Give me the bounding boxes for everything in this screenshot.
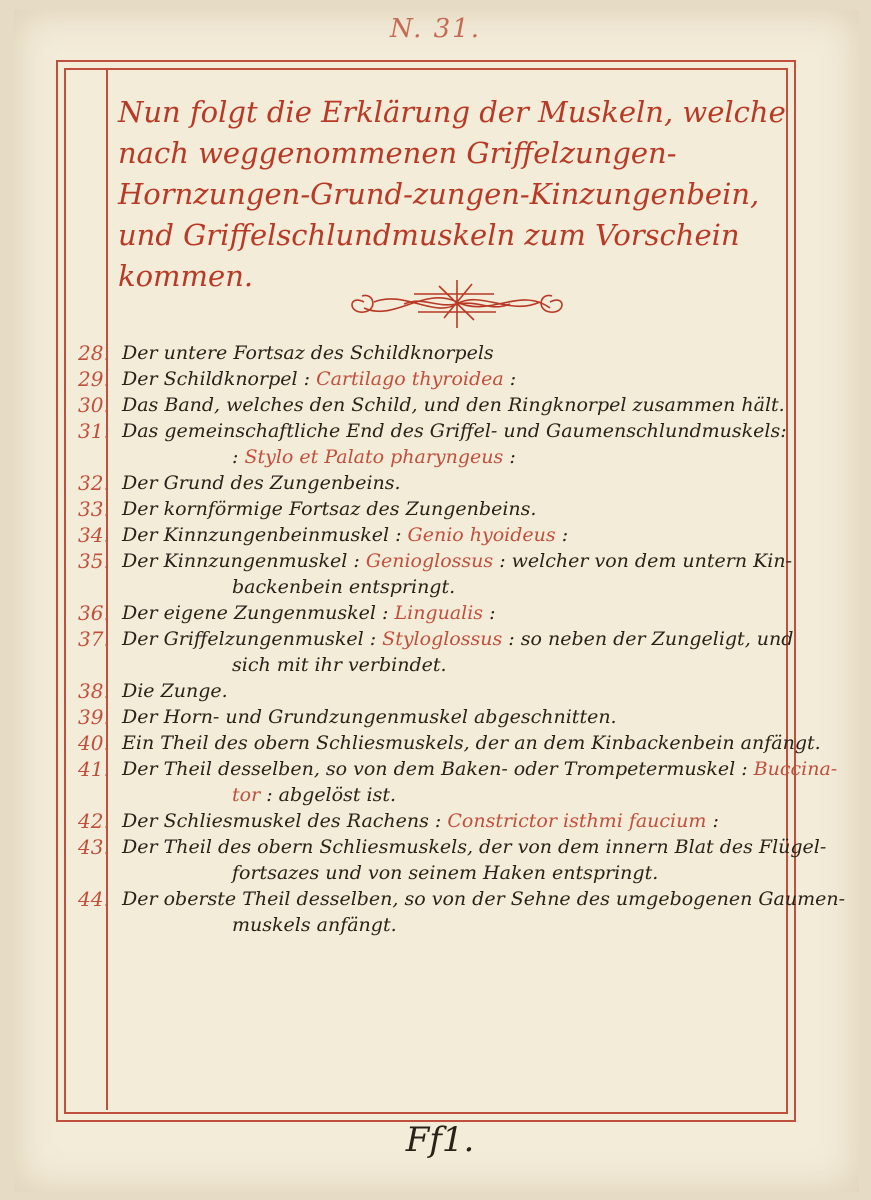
entry-text: Der eigene Zungenmuskel : xyxy=(122,602,389,624)
list-item xyxy=(72,366,790,392)
entry-text: backenbein entspringt. xyxy=(232,576,456,598)
entry-line xyxy=(122,366,790,392)
list-item xyxy=(72,600,790,626)
entry-number: 34. xyxy=(78,523,110,547)
entry-text: Die Zunge. xyxy=(122,680,228,702)
entry-text: Der Grund des Zungenbeins. xyxy=(122,472,401,494)
list-item xyxy=(72,496,790,522)
entry-number: 44. xyxy=(78,887,110,911)
entry-line xyxy=(122,522,790,548)
entry-number: 28. xyxy=(78,341,110,365)
list-item xyxy=(72,470,790,496)
entry-text: fortsazes und von seinem Haken entspringt. xyxy=(232,862,659,884)
entry-text: Der kornförmige Fortsaz des Zungenbeins. xyxy=(122,498,537,520)
entry-line xyxy=(122,678,790,704)
latin-term: Genioglossus xyxy=(365,550,494,572)
entry-line xyxy=(122,730,821,756)
entry-number: 31. xyxy=(78,419,110,443)
entry-text: muskels anfängt. xyxy=(232,914,397,936)
list-item xyxy=(72,678,790,704)
list-item xyxy=(72,756,838,808)
list-item xyxy=(72,548,793,600)
entry-text: Das gemeinschaftliche End des Griffel- und Gaumenschlundmuskels: xyxy=(122,420,787,442)
entry-line xyxy=(122,548,793,574)
entry-text: Ein Theil des obern Schliesmuskels, der an dem Kinbackenbein anfängt. xyxy=(122,732,821,754)
entry-text-after: : welcher von dem untern Kin- xyxy=(499,550,793,572)
entry-text: sich mit ihr verbindet. xyxy=(232,654,447,676)
signature-mark: Ff1. xyxy=(405,1120,475,1160)
list-item xyxy=(72,808,790,834)
entry-text-after: : xyxy=(509,446,516,468)
list-item xyxy=(72,704,790,730)
entry-number: 32. xyxy=(78,471,110,495)
entry-line xyxy=(122,574,790,600)
entry-line xyxy=(122,860,790,886)
list-item xyxy=(72,392,790,418)
entry-number: 29. xyxy=(78,367,110,391)
entry-line xyxy=(122,470,790,496)
calligraphic-flourish-icon xyxy=(344,272,570,336)
entry-line xyxy=(122,340,790,366)
entry-line xyxy=(122,652,790,678)
latin-term: Cartilago thyroidea xyxy=(316,368,504,390)
entry-line xyxy=(122,392,790,418)
entry-line xyxy=(122,626,794,652)
entry-line xyxy=(122,808,790,834)
entry-text-after: : xyxy=(712,810,719,832)
entry-number: 40. xyxy=(78,731,110,755)
latin-term: Lingualis xyxy=(394,602,484,624)
entry-line xyxy=(122,444,790,470)
entry-number: 30. xyxy=(78,393,110,417)
entry-text-after: : so neben der Zungeligt, und xyxy=(508,628,794,650)
entry-text-after: : abgelöst ist. xyxy=(266,784,396,806)
latin-term: Genio hyoideus xyxy=(407,524,556,546)
entry-number: 41. xyxy=(78,757,110,781)
entry-text: Der Kinnzungenbeinmuskel : xyxy=(122,524,402,546)
entry-line xyxy=(122,834,827,860)
entry-line xyxy=(122,496,790,522)
latin-term: Buccina- xyxy=(753,758,838,780)
entry-line xyxy=(122,912,790,938)
entry-text: Der Schliesmuskel des Rachens : xyxy=(122,810,442,832)
entry-text: Der Theil des obern Schliesmuskels, der von dem innern Blat des Flügel- xyxy=(122,836,827,858)
entry-line xyxy=(122,782,790,808)
entry-text: Der oberste Theil desselben, so von der Sehne des umgebogenen Gaumen- xyxy=(122,888,846,910)
entry-text-after: : xyxy=(561,524,569,546)
list-item xyxy=(72,522,790,548)
entry-number: 33. xyxy=(78,497,110,521)
latin-term: tor xyxy=(232,784,261,806)
entry-line xyxy=(122,704,790,730)
list-item xyxy=(72,730,821,756)
entry-text: Das Band, welches den Schild, und den Ringknorpel zusammen hält. xyxy=(122,394,785,416)
entry-number: 38. xyxy=(78,679,110,703)
entry-line xyxy=(122,600,790,626)
list-item xyxy=(72,418,790,470)
latin-term: Stylo et Palato pharyngeus xyxy=(244,446,504,468)
list-item xyxy=(72,626,794,678)
entry-number: 35. xyxy=(78,549,110,573)
page-number: N. 31. xyxy=(390,14,481,44)
entry-number: 37. xyxy=(78,627,110,651)
entry-line xyxy=(122,886,846,912)
entry-text: Der Theil desselben, so von dem Baken- oder Trompetermuskel : xyxy=(122,758,748,780)
entry-number: 39. xyxy=(78,705,110,729)
entry-text: Der Schildknorpel : xyxy=(122,368,311,390)
list-item xyxy=(72,886,846,938)
entry-number: 36. xyxy=(78,601,110,625)
entry-number: 42. xyxy=(78,809,110,833)
entry-text: Der Griffelzungenmuskel : xyxy=(122,628,377,650)
entry-text: Der Kinnzungenmuskel : xyxy=(122,550,360,572)
list-item xyxy=(72,834,827,886)
entry-text: Der Horn- und Grundzungenmuskel abgeschnitten. xyxy=(122,706,617,728)
entry-line xyxy=(122,756,838,782)
entry-text: : xyxy=(232,446,239,468)
entry-text-after: : xyxy=(489,602,496,624)
latin-term: Styloglossus xyxy=(382,628,503,650)
entry-text-after: : xyxy=(509,368,517,390)
page-heading: Nun folgt die Erklärung der Muskeln, welche nach weggenommenen Griffelzungen-Hornzungen-Grund-zungen-Kinzungenbein, und Griffelschlundmuskeln zum Vorschein kommen. xyxy=(118,95,786,293)
entry-line xyxy=(122,418,790,444)
entry-list xyxy=(72,340,846,938)
entry-number: 43. xyxy=(78,835,110,859)
latin-term: Constrictor isthmi faucium xyxy=(447,810,707,832)
entry-text: Der untere Fortsaz des Schildknorpels xyxy=(122,342,494,364)
list-item xyxy=(72,340,790,366)
